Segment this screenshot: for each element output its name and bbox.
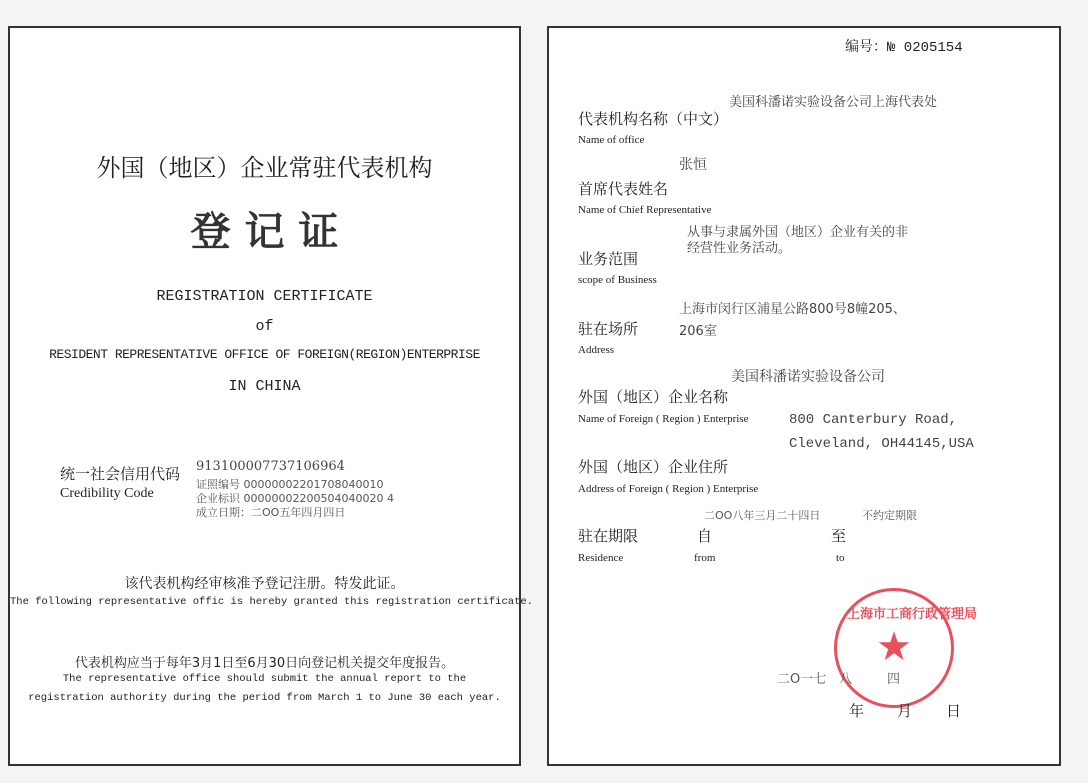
to-date: 不约定期限 <box>862 509 917 522</box>
certificate-details-panel <box>547 26 1061 766</box>
title-en-3: RESIDENT REPRESENTATIVE OFFICE OF FOREIGN(REGION)ENTERPRISE <box>49 347 480 362</box>
enterprise-id: 企业标识 00000002200504040020 4 <box>196 492 394 505</box>
foreign-address-label-en: Address of Foreign ( Region ) Enterprise <box>578 483 759 495</box>
established-date: 成立日期：二OO五年四月四日 <box>196 506 346 519</box>
grant-en: The following representative offic is hereby granted this registration certificate. <box>10 596 533 608</box>
foreign-address-label-cn: 外国（地区）企业住所 <box>578 458 729 476</box>
address-value-2: 206室 <box>679 324 717 339</box>
serial-number <box>845 36 963 56</box>
address-value-1: 上海市闵行区浦星公路800号8幢205、 <box>679 302 906 317</box>
issue-day: 四 <box>887 672 901 687</box>
title-en-1: REGISTRATION CERTIFICATE <box>156 288 373 305</box>
to-label-cn: 至 <box>831 527 847 545</box>
title-cn: 外国（地区）企业常驻代表机构 <box>96 154 433 182</box>
foreign-address-value-1: 800 Canterbury Road, <box>789 412 958 428</box>
office-label-cn: 代表机构名称（中文） <box>578 110 729 128</box>
scope-value-1: 从事与隶属外国（地区）企业有关的非 <box>687 225 909 240</box>
address-label-en: Address <box>578 344 615 356</box>
address-label-cn: 驻在场所 <box>578 320 639 338</box>
title-en-4: IN CHINA <box>228 378 301 395</box>
year-label: 年 <box>849 702 865 720</box>
code-value: 913100007737106964 <box>196 459 345 474</box>
chief-label-cn: 首席代表姓名 <box>578 180 669 198</box>
report-en-1: The representative office should submit the annual report to the <box>62 673 467 685</box>
foreign-address-value-2: Cleveland, OH44145,USA <box>789 436 974 452</box>
code-label-cn: 统一社会信用代码 <box>60 465 181 483</box>
residence-label-cn: 驻在期限 <box>578 527 639 545</box>
chief-label-en: Name of Chief Representative <box>578 204 712 216</box>
report-en-2: registration authority during the period from March 1 to June 30 each year. <box>28 692 501 704</box>
seal-text: 上海市工商行政管理局 <box>847 607 978 622</box>
title-en-2: of <box>255 318 274 335</box>
official-seal <box>834 588 978 708</box>
title-big: 登 记 证 <box>190 209 339 255</box>
certificate-front-panel <box>8 26 533 766</box>
residence-label-en: Residence <box>578 552 624 564</box>
star-icon: ★ <box>876 624 912 670</box>
chief-value: 张恒 <box>679 157 707 173</box>
report-cn: 代表机构应当于每年3月1日至6月30日向登记机关提交年度报告。 <box>74 656 455 671</box>
foreign-name-label-cn: 外国（地区）企业名称 <box>578 388 729 406</box>
serial-value: № 0205154 <box>887 40 963 56</box>
foreign-name-value: 美国科潘诺实验设备公司 <box>731 369 885 385</box>
foreign-name-label-en: Name of Foreign ( Region ) Enterprise <box>578 413 749 425</box>
scope-label-cn: 业务范围 <box>578 250 639 268</box>
office-label-en: Name of office <box>578 134 645 146</box>
from-label-cn: 自 <box>697 527 713 545</box>
day-label: 日 <box>946 702 962 720</box>
office-value: 美国科潘诺实验设备公司上海代表处 <box>729 95 938 110</box>
grant-cn: 该代表机构经审核准予登记注册。特发此证。 <box>124 576 405 592</box>
license-no: 证照编号 00000002201708040010 <box>196 478 384 491</box>
issue-month: 八 <box>839 672 853 687</box>
from-label-en: from <box>694 552 716 564</box>
issue-year: 二O一七 <box>777 672 827 687</box>
scope-value-2: 经营性业务活动。 <box>687 241 792 256</box>
serial-label: 编号： <box>845 39 887 55</box>
from-date: 二OO八年三月二十四日 <box>704 509 821 522</box>
month-label: 月 <box>897 702 913 720</box>
scope-label-en: scope of Business <box>578 274 657 286</box>
to-label-en: to <box>836 552 845 564</box>
code-label-en: Credibility Code <box>60 486 154 501</box>
